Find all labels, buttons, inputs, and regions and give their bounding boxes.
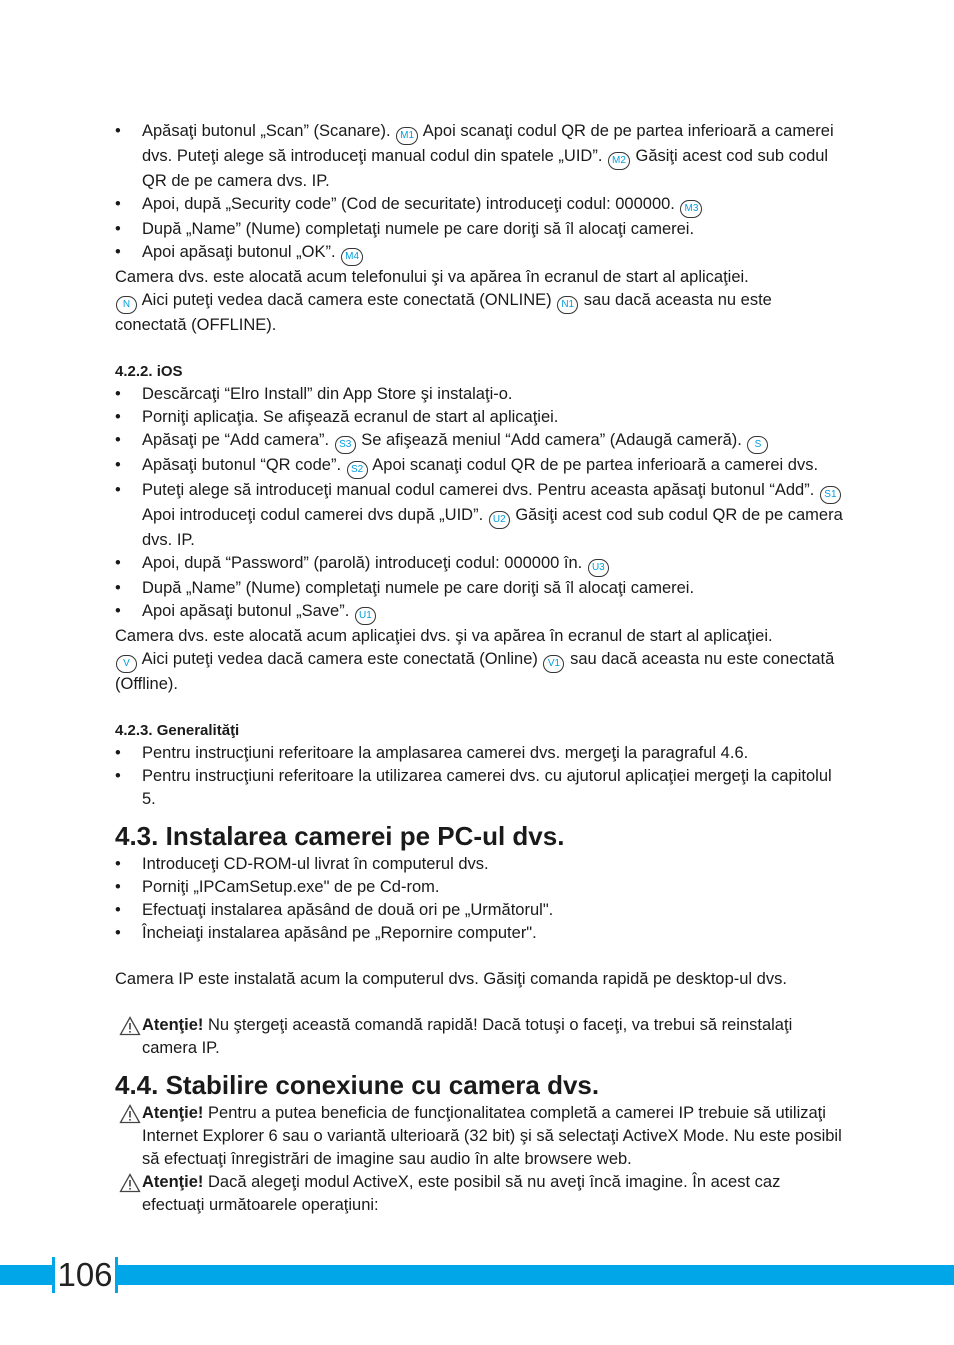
list-item (115, 193, 845, 218)
ios-paragraph (115, 625, 845, 648)
marker-u2-icon: U2 (489, 511, 510, 529)
marker-u3-icon: U3 (588, 559, 609, 577)
warning-icon (119, 1173, 141, 1193)
warning-text: Dacă alegeţi modul ActiveX, este posibil să nu aveţi încă imagine. În acest caz efectuaţi următoarele operaţiuni: (142, 1173, 781, 1214)
marker-m3-icon: M3 (680, 200, 702, 218)
list-item (115, 479, 845, 552)
text-run: sau dacă aceasta nu este conectată (Offline). (115, 650, 835, 693)
ios-heading: 4.2.2. iOS (115, 363, 183, 380)
text-run: Apăsaţi butonul „Scan” (Scanare). (142, 122, 396, 140)
list-item (115, 765, 845, 811)
text-run: Apăsaţi butonul “QR code”. (142, 456, 346, 474)
text-run: Camera dvs. este alocată acum telefonului şi va apărea în ecranul de start al aplicaţiei. (115, 268, 749, 286)
general-bullet-list (115, 742, 845, 811)
page-content (115, 120, 845, 1217)
text-run: Descărcaţi “Elro Install” din App Store şi instalaţi-o. (142, 385, 513, 403)
list-item (115, 218, 845, 241)
warning-label: Atenţie! (142, 1104, 204, 1122)
text-run: Apoi apăsaţi butonul „OK”. (142, 243, 341, 261)
list-item (115, 899, 845, 922)
text-run: Aici puteţi vedea dacă camera este conectată (Online) (138, 650, 543, 668)
section-4-3-bullet-list (115, 853, 845, 945)
warning-icon (119, 1016, 141, 1036)
text-run: Apoi, după „Security code” (Cod de securitate) introduceţi codul: 000000. (142, 195, 680, 213)
list-item (115, 600, 845, 625)
text-run: După „Name” (Nume) completaţi numele pe care doriţi să îl alocaţi camerei. (142, 220, 695, 238)
text-run: Apoi scanaţi codul QR de pe partea inferioară a camerei dvs. Puteţi alege să introduceţi manual codul din spatele „UID”. (142, 122, 834, 165)
text-run: Găsiţi acest cod sub codul QR de pe camera dvs. IP. (142, 147, 829, 190)
text-run: Introduceţi CD-ROM-ul livrat în computerul dvs. (142, 855, 489, 873)
warning-text: Nu ştergeţi această comandă rapidă! Dacă totuşi o faceţi, va trebui să reinstalaţi camera IP. (142, 1016, 793, 1057)
ios-status-paragraph (115, 648, 845, 696)
marker-m1-icon: M1 (396, 127, 418, 145)
page-number: 106 (57, 1256, 113, 1293)
marker-m4-icon: M4 (341, 248, 363, 266)
text-run: Încheiaţi instalarea apăsând pe „Repornire computer". (142, 924, 537, 942)
intro-status-paragraph (115, 289, 845, 337)
ios-bullet-list (115, 383, 845, 625)
list-item (115, 241, 845, 266)
warning-icon (119, 1104, 141, 1124)
text-run: Găsiţi acest cod sub codul QR de pe camera dvs. IP. (142, 506, 843, 549)
list-item (115, 922, 845, 945)
warning-label: Atenţie! (142, 1016, 204, 1034)
warning-text: Pentru a putea beneficia de funcţionalitatea completă a camerei IP trebuie să utilizaţi Internet Explorer 6 sau o variantă ulterioară (32 bit) şi să selectaţi ActiveX Mode. Nu este posibil să efectuaţi înregistrări de imagine sau audio în alte browsere web. (142, 1104, 842, 1168)
list-item (115, 577, 845, 600)
text-run: Porniţi „IPCamSetup.exe" de pe Cd-rom. (142, 878, 440, 896)
text-run: Apoi apăsaţi butonul „Save”. (142, 602, 354, 620)
text-run: Puteţi alege să introduceţi manual codul camerei dvs. Pentru aceasta apăsaţi butonul “Add”. (142, 481, 819, 499)
text-run: Pentru instrucţiuni referitoare la amplasarea camerei dvs. mergeţi la paragraful 4.6. (142, 744, 749, 762)
warning-note (115, 1014, 845, 1060)
marker-n-icon: N (116, 296, 137, 314)
text-run: Apoi, după “Password” (parolă) introduceţi codul: 000000 în. (142, 554, 587, 572)
list-item (115, 552, 845, 577)
text-run: Porniţi aplicaţia. Se afişează ecranul de start al aplicaţiei. (142, 408, 559, 426)
list-item (115, 876, 845, 899)
warning-label: Atenţie! (142, 1173, 204, 1191)
text-run: Aici puteţi vedea dacă camera este conectată (ONLINE) (138, 291, 557, 309)
list-item (115, 853, 845, 876)
text-run: După „Name” (Nume) completaţi numele pe care doriţi să îl alocaţi camerei. (142, 579, 695, 597)
section-4-3-paragraph: Camera IP este instalată acum la computerul dvs. Găsiţi comanda rapidă pe desktop-ul dvs. (115, 970, 787, 988)
marker-s1-icon: S1 (820, 486, 841, 504)
text-run: Se afişează meniul “Add camera” (Adaugă cameră). (356, 431, 747, 449)
list-item (115, 454, 845, 479)
section-4-4-heading: 4.4. Stabilire conexiune cu camera dvs. (115, 1070, 600, 1100)
text-run: Apoi introduceţi codul camerei dvs după „UID”. (142, 506, 488, 524)
text-run: Apoi scanaţi codul QR de pe partea inferioară a camerei dvs. (368, 456, 819, 474)
marker-u1-icon: U1 (355, 607, 376, 625)
list-item (115, 120, 845, 193)
general-heading: 4.2.3. Generalităţi (115, 722, 240, 739)
list-item (115, 429, 845, 454)
marker-v-icon: V (116, 655, 137, 673)
intro-bullet-list (115, 120, 845, 266)
list-item (115, 742, 845, 765)
footer-bar (0, 1265, 954, 1285)
marker-s3-icon: S3 (335, 436, 356, 454)
marker-s-icon: S (747, 436, 768, 454)
text-run: Pentru instrucţiuni referitoare la utilizarea camerei dvs. cu ajutorul aplicaţiei mergeţi la capitolul 5. (142, 767, 832, 808)
section-4-3-heading: 4.3. Instalarea camerei pe PC-ul dvs. (115, 821, 565, 851)
text-run: Camera dvs. este alocată acum aplicaţiei dvs. şi va apărea în ecranul de start al aplicaţiei. (115, 627, 773, 645)
marker-m2-icon: M2 (608, 152, 630, 170)
text-run: Efectuaţi instalarea apăsând de două ori pe „Următorul". (142, 901, 554, 919)
marker-n1-icon: N1 (557, 296, 578, 314)
marker-v1-icon: V1 (543, 655, 564, 673)
list-item (115, 383, 845, 406)
intro-paragraph (115, 266, 845, 289)
text-run: sau dacă aceasta nu este conectată (OFFLINE). (115, 291, 772, 334)
marker-s2-icon: S2 (347, 461, 368, 479)
warning-note (115, 1102, 845, 1171)
warning-note (115, 1171, 845, 1217)
text-run: Apăsaţi pe “Add camera”. (142, 431, 334, 449)
list-item (115, 406, 845, 429)
